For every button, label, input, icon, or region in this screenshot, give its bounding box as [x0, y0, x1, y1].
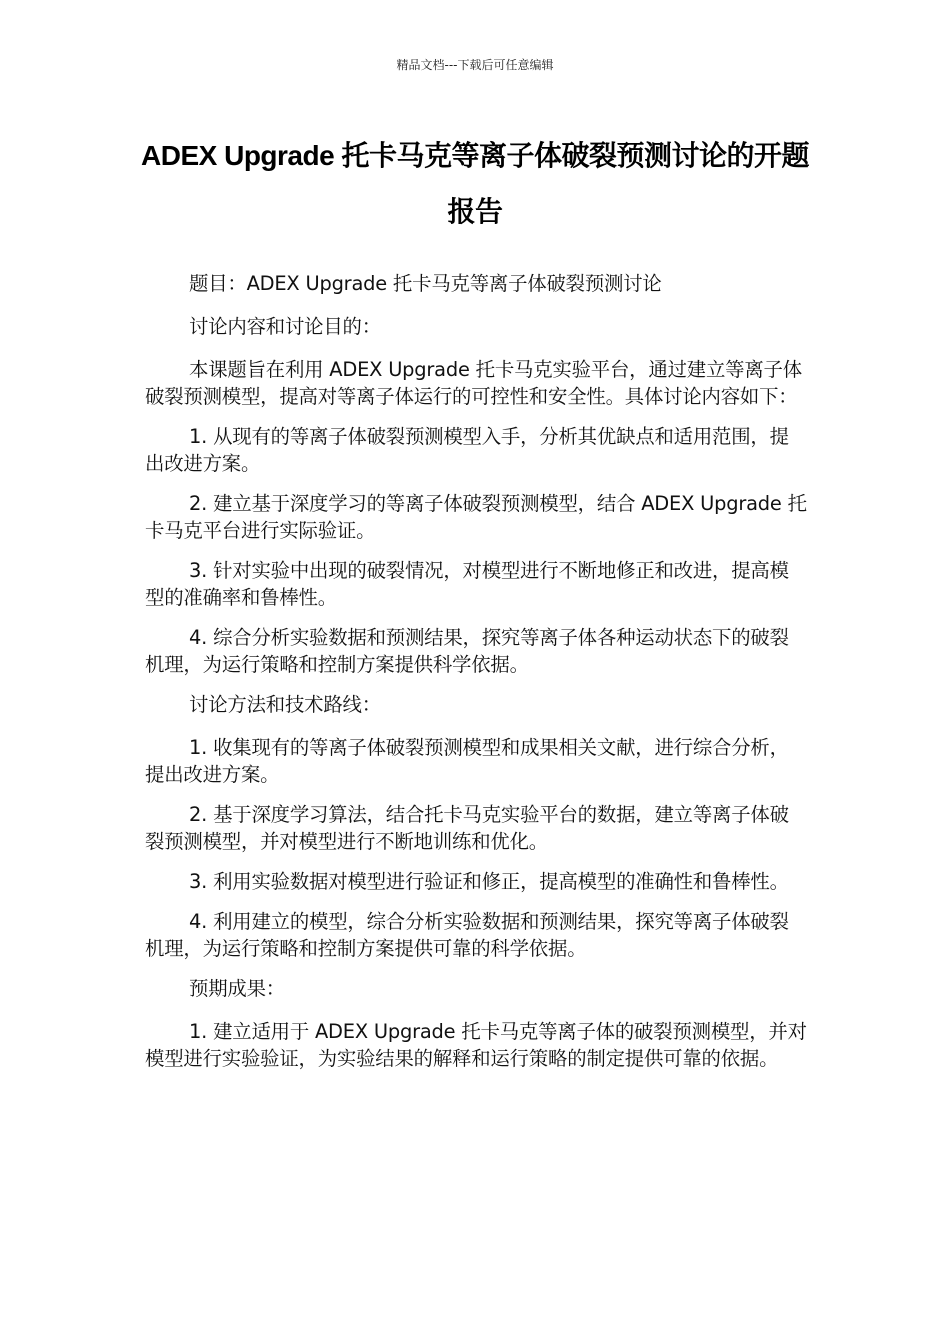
document-title: ADEX Upgrade 托卡马克等离子体破裂预测讨论的开题报告	[141, 140, 809, 227]
paragraph-intro: 本课题旨在利用 ADEX Upgrade 托卡马克实验平台，通过建立等离子体破裂预测模型，提高对等离子体运行的可控性和安全性。具体讨论内容如下：	[145, 358, 802, 408]
list-item-content-2: 2. 建立基于深度学习的等离子体破裂预测模型，结合 ADEX Upgrade 托卡马克平台进行实际验证。	[145, 492, 807, 542]
list-item-method-4: 4. 利用建立的模型，综合分析实验数据和预测结果，探究等离子体破裂机理，为运行策略和控制方案提供可靠的科学依据。	[145, 910, 789, 960]
list-item-method-3: 3. 利用实验数据对模型进行验证和修正，提高模型的准确性和鲁棒性。	[189, 870, 789, 893]
list-item-content-3: 3. 针对实验中出现的破裂情况，对模型进行不断地修正和改进，提高模型的准确率和鲁棒性。	[145, 559, 789, 609]
section-heading-outcomes: 预期成果：	[189, 977, 285, 1000]
paragraph-topic: 题目：ADEX Upgrade 托卡马克等离子体破裂预测讨论	[189, 272, 662, 295]
section-heading-methods: 讨论方法和技术路线：	[189, 693, 381, 716]
list-item-content-4: 4. 综合分析实验数据和预测结果，探究等离子体各种运动状态下的破裂机理，为运行策略和控制方案提供科学依据。	[145, 626, 789, 676]
list-item-method-1: 1. 收集现有的等离子体破裂预测模型和成果相关文献，进行综合分析，提出改进方案。	[145, 736, 789, 786]
list-item-content-1: 1. 从现有的等离子体破裂预测模型入手，分析其优缺点和适用范围，提出改进方案。	[145, 425, 789, 475]
list-item-method-2: 2. 基于深度学习算法，结合托卡马克实验平台的数据，建立等离子体破裂预测模型，并对模型进行不断地训练和优化。	[145, 803, 789, 853]
page-header: 精品文档---下载后可任意编辑	[396, 58, 554, 72]
section-heading-content: 讨论内容和讨论目的：	[189, 315, 381, 338]
list-item-outcome-1: 1. 建立适用于 ADEX Upgrade 托卡马克等离子体的破裂预测模型，并对模型进行实验验证，为实验结果的解释和运行策略的制定提供可靠的依据。	[145, 1020, 807, 1070]
document-body	[145, 270, 807, 1085]
